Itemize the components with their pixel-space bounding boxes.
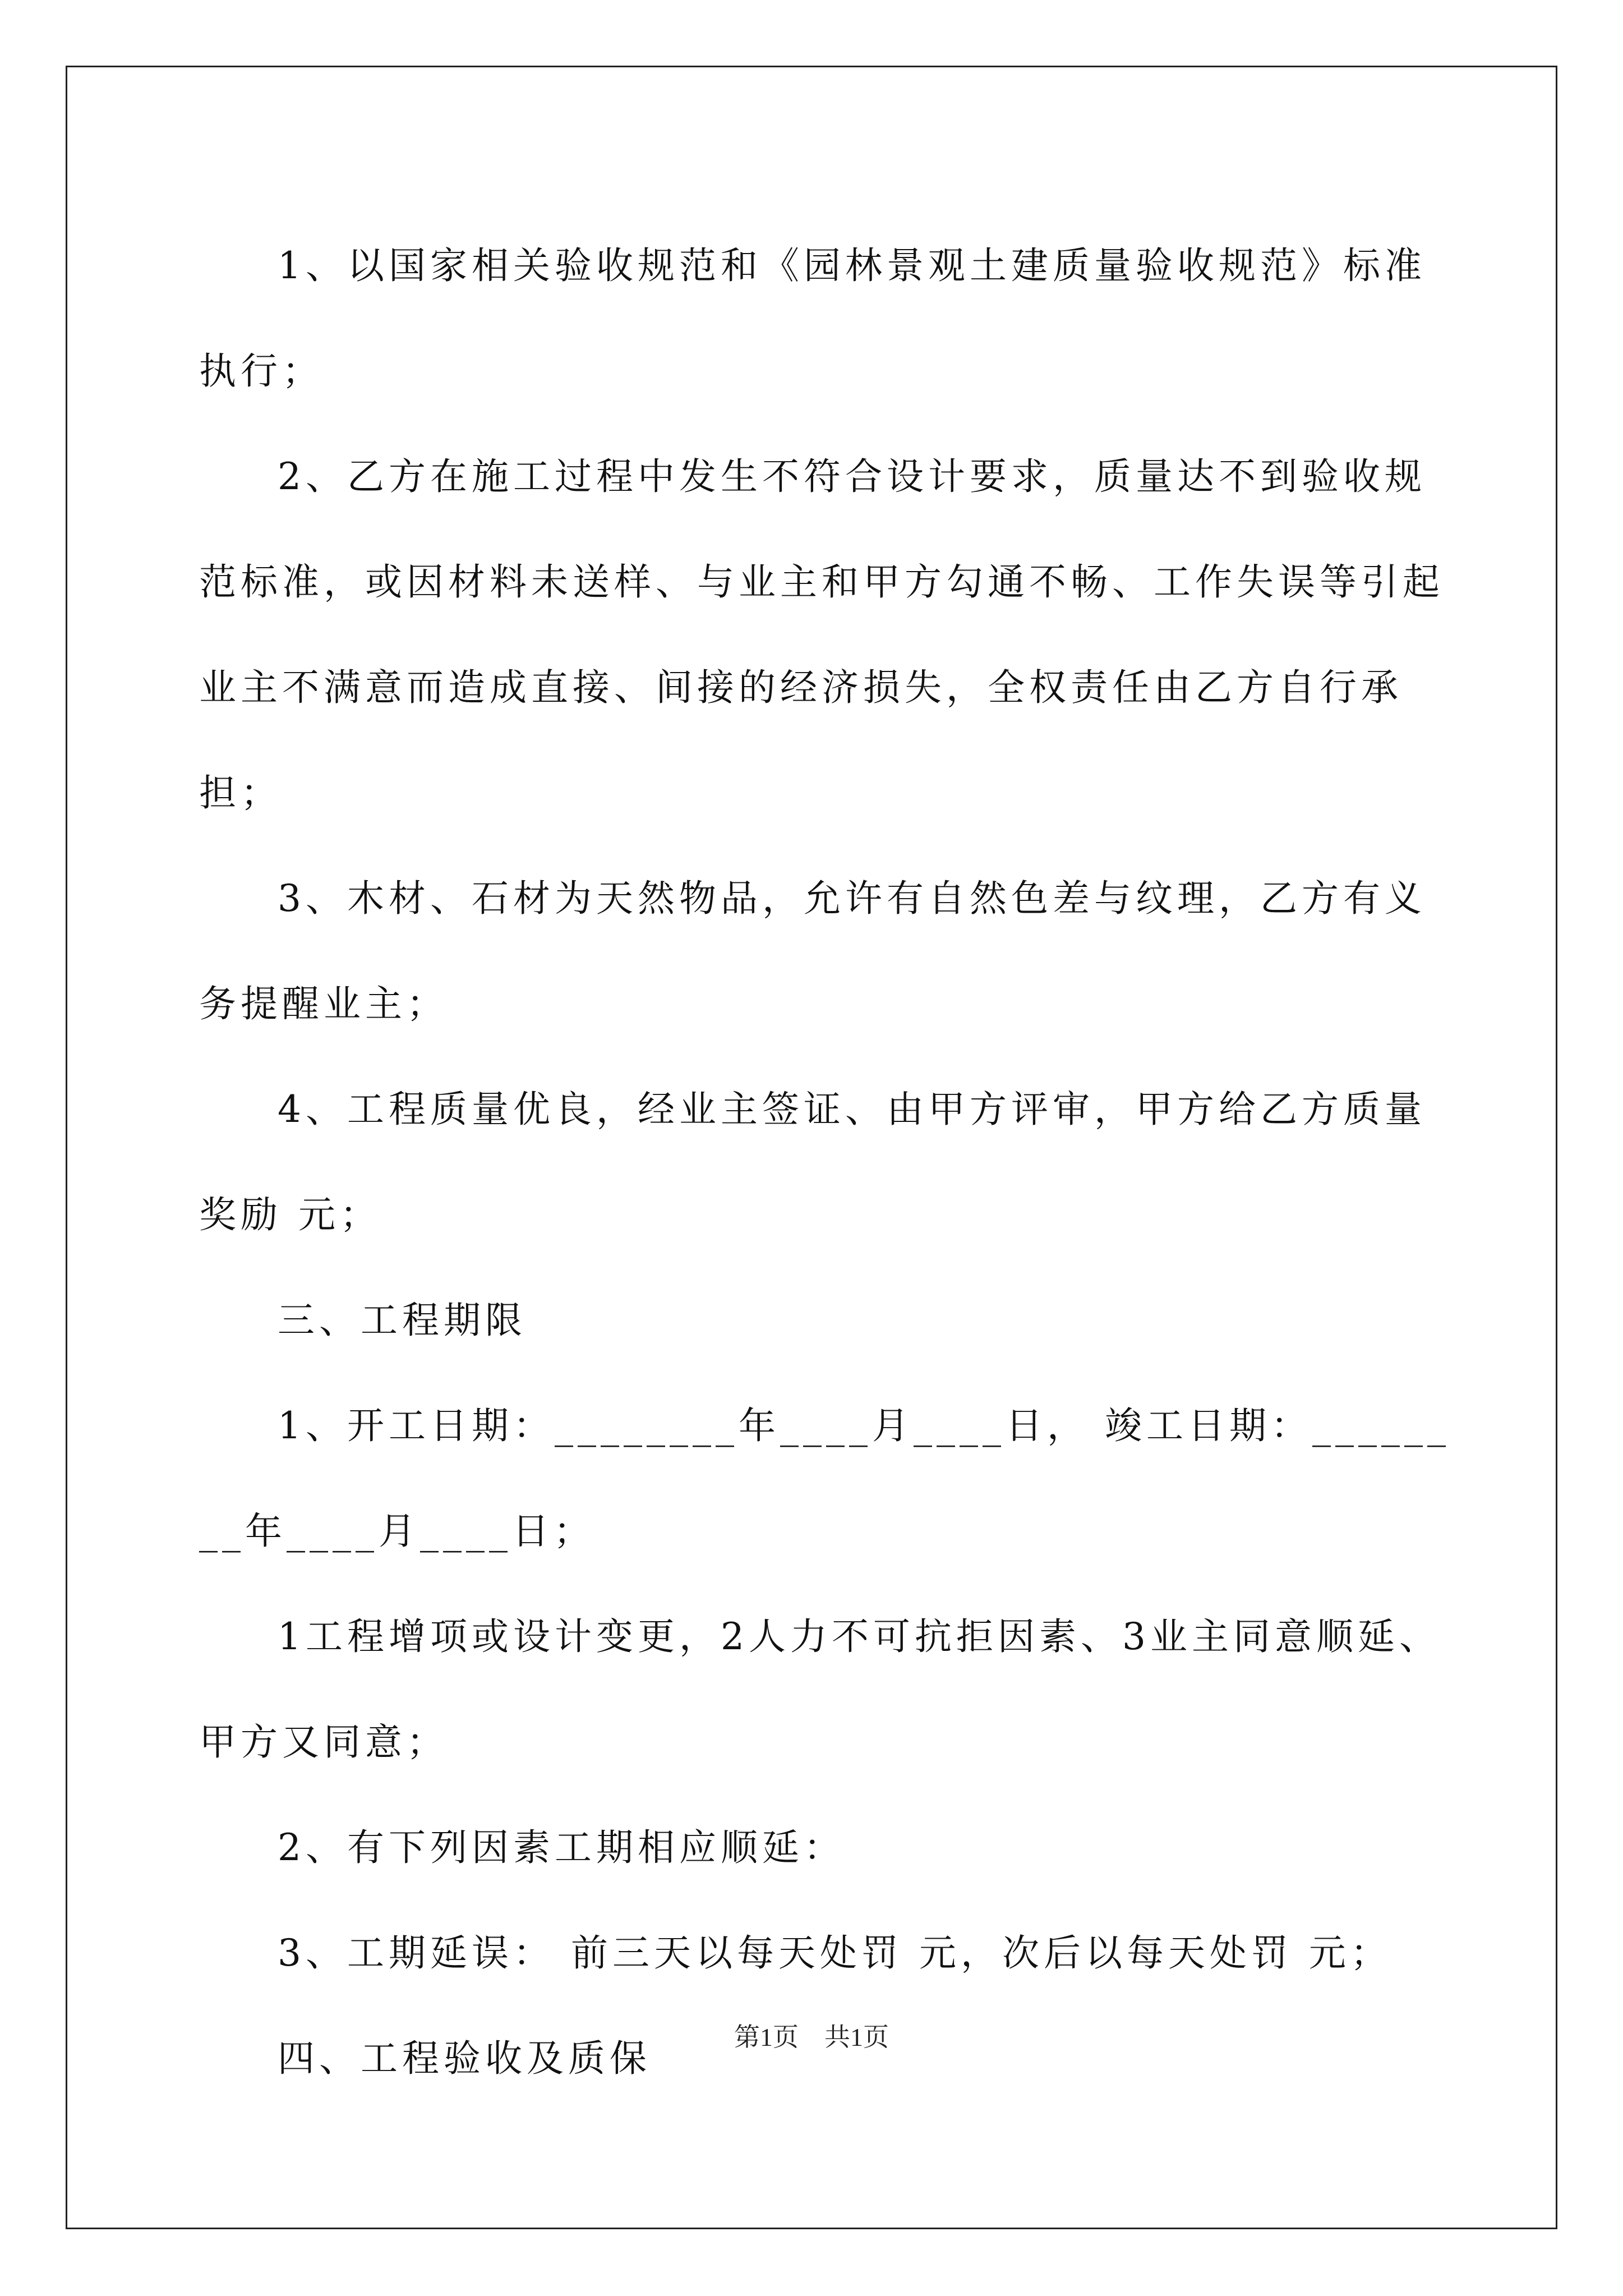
section-heading-schedule: 三、工程期限	[278, 1299, 527, 1342]
paragraph-4: 4、工程质量优良，经业主签证、由甲方评审，甲方给乙方质量奖励 元；	[199, 1088, 1426, 1236]
paragraph-delay-penalty: 3、工期延误： 前三天以每天处罚 元，次后以每天处罚 元；	[278, 1931, 1392, 1975]
paragraph-dates: 1、开工日期：________年____月____日， 竣工日期：________年____月____日；	[199, 1404, 1450, 1553]
paragraph-3: 3、木材、石材为天然物品，允许有自然色差与纹理，乙方有义务提醒业主；	[199, 877, 1426, 1025]
paragraph-extension-factors: 1工程增项或设计变更，2人力不可抗拒因素、3业主同意顺延、甲方又同意；	[199, 1615, 1441, 1764]
paragraph-extension: 2、有下列因素工期相应顺延：	[278, 1826, 845, 1869]
paragraph-2: 2、乙方在施工过程中发生不符合设计要求，质量达不到验收规范标准，或因材料未送样、与业主和甲方勾通不畅、工作失误等引起业主不满意而造成直接、间接的经济损失，全权责任由乙方自行承担；	[199, 455, 1444, 815]
section-heading-acceptance: 四、工程验收及质保	[278, 2037, 651, 2080]
document-body	[199, 213, 1455, 2111]
paragraph-1: 1、以国家相关验收规范和《园林景观土建质量验收规范》标准执行；	[199, 244, 1426, 393]
page-footer: 第1页 共1页	[734, 2023, 889, 2051]
